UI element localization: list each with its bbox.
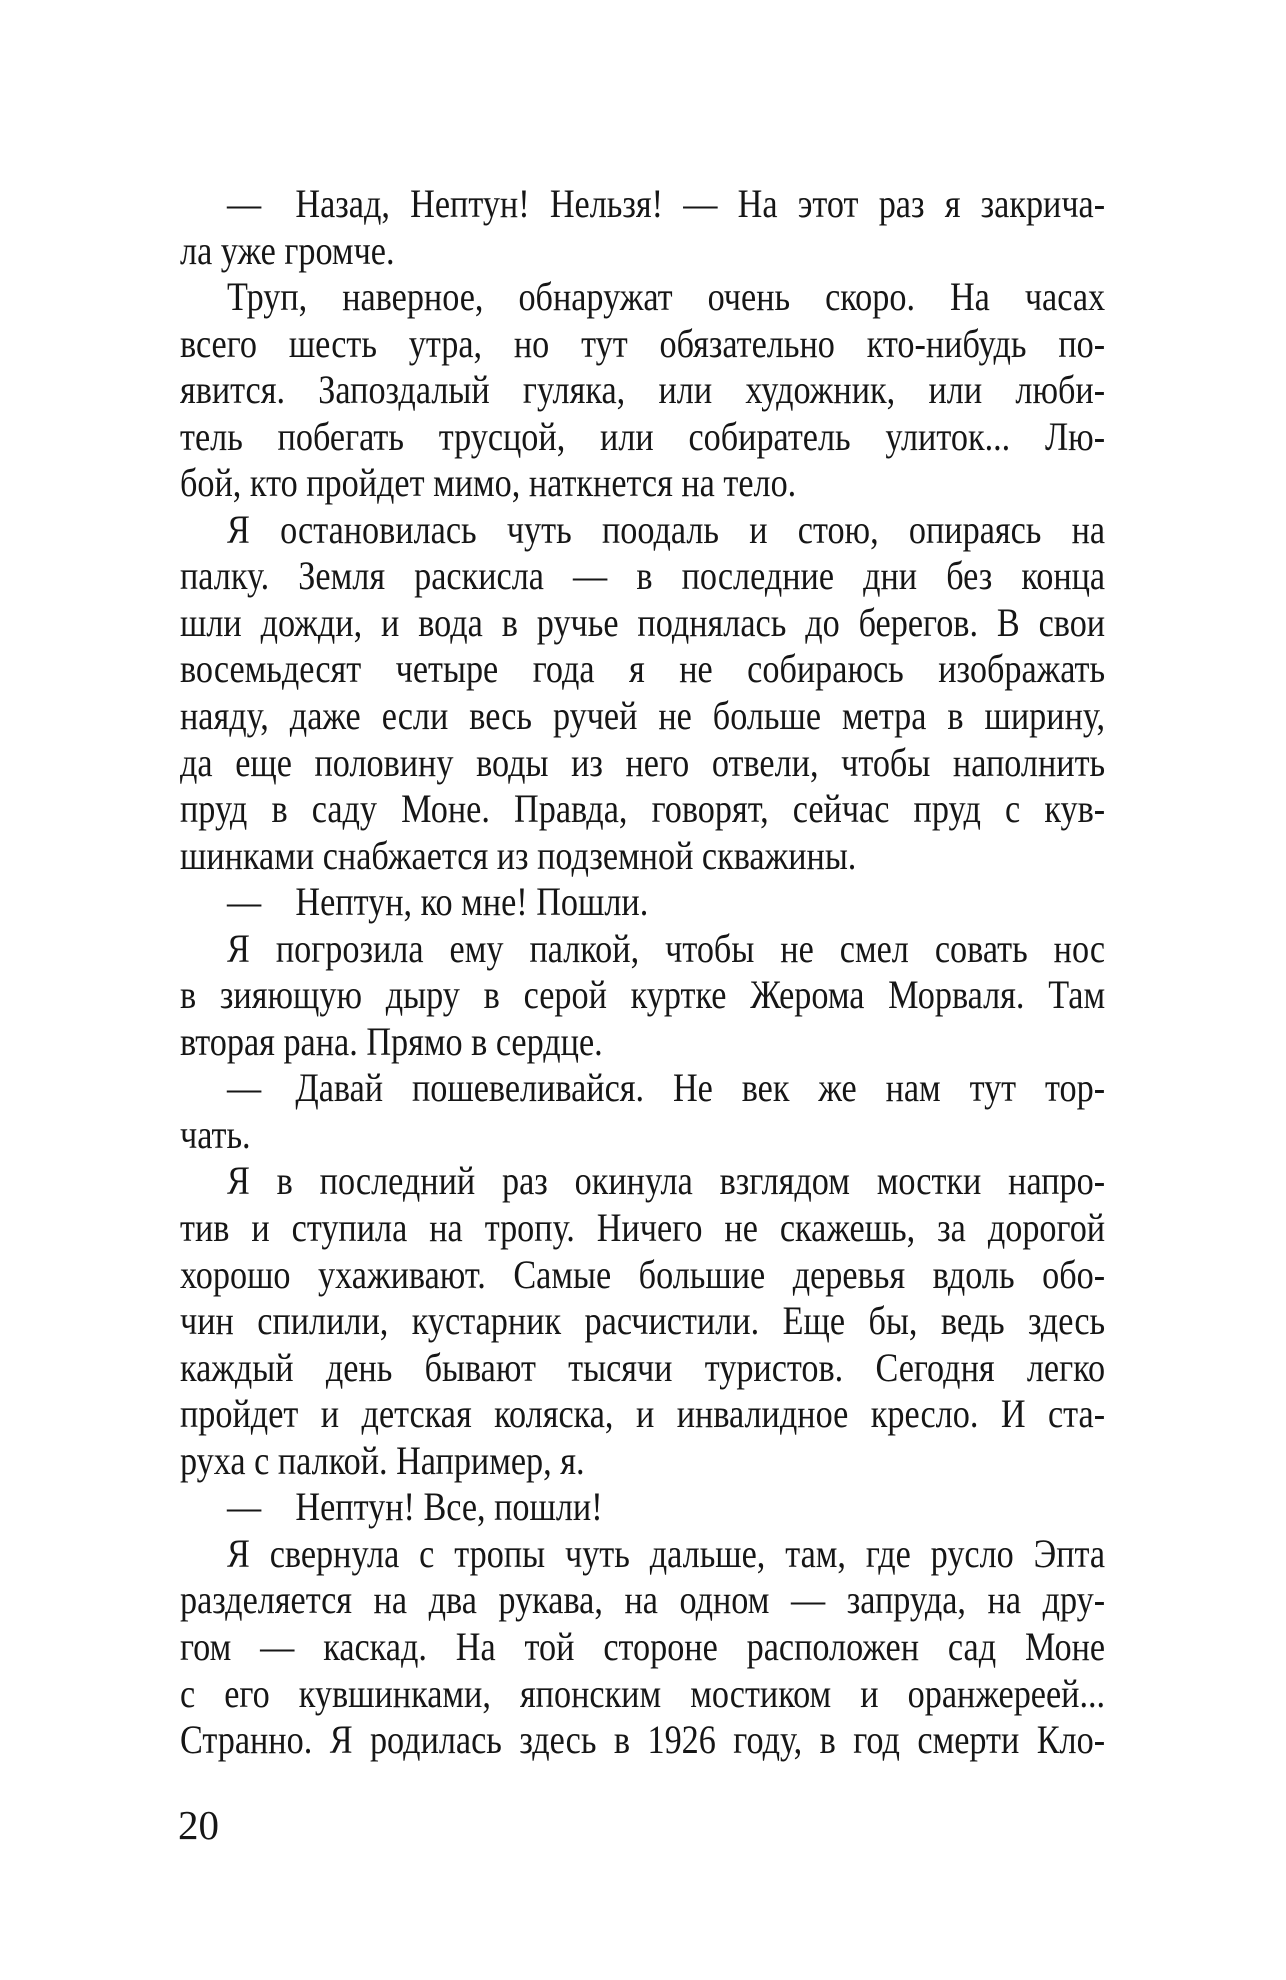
- text-line: пруд в саду Моне. Правда, говорят, сейчас пруд с кув-: [180, 786, 1106, 832]
- paragraph: [180, 926, 1105, 1066]
- text-line: разделяется на два рукава, на одном — запруда, на дру-: [180, 1577, 1106, 1623]
- text-line: Труп, наверное, обнаружат очень скоро. На часах: [227, 274, 1106, 320]
- paragraph: [180, 274, 1105, 507]
- text-line: в зияющую дыру в серой куртке Жерома Морваля. Там: [180, 972, 1106, 1018]
- paragraph: [180, 1158, 1105, 1484]
- text-line: шли дожди, и вода в ручье поднялась до берегов. В свои: [180, 599, 1106, 645]
- paragraph: [180, 1531, 1105, 1764]
- paragraph: [180, 507, 1105, 879]
- text-line: шинками снабжается из подземной скважины.: [180, 832, 857, 878]
- text-line: — Давай пошевеливайся. Не век же нам тут тор-: [227, 1065, 1106, 1111]
- text-line: явится. Запоздалый гуляка, или художник, или люби-: [180, 367, 1106, 413]
- text-line: пройдет и детская коляска, и инвалидное кресло. И ста-: [180, 1391, 1106, 1437]
- text-line: с его кувшинками, японским мостиком и оранжереей...: [180, 1670, 1106, 1716]
- text-line: вторая рана. Прямо в сердце.: [180, 1018, 603, 1064]
- text-line: Странно. Я родилась здесь в 1926 году, в год смерти Кло-: [180, 1717, 1106, 1763]
- text-line: бой, кто пройдет мимо, наткнется на тело.: [180, 460, 797, 506]
- text-line: чать.: [180, 1111, 251, 1157]
- paragraph: [180, 181, 1105, 274]
- text-line: да еще половину воды из него отвели, чтобы наполнить: [180, 739, 1106, 785]
- text-line: гом — каскад. На той стороне расположен сад Моне: [180, 1623, 1106, 1669]
- text-line: Я свернула с тропы чуть дальше, там, где русло Эпта: [227, 1530, 1106, 1576]
- text-line: — Назад, Нептун! Нельзя! — На этот раз я закрича-: [227, 181, 1106, 226]
- text-line: восемьдесят четыре года я не собираюсь изображать: [180, 646, 1106, 692]
- page-text: [180, 181, 1105, 1764]
- text-line: тель побегать трусцой, или собиратель улиток... Лю-: [180, 413, 1106, 459]
- text-line: Я погрозила ему палкой, чтобы не смел совать нос: [227, 925, 1106, 971]
- text-line: ла уже громче.: [180, 227, 395, 273]
- text-line: наяду, даже если весь ручей не больше метра в ширину,: [180, 693, 1106, 739]
- paragraph: [180, 879, 1105, 926]
- page-number: 20: [178, 1802, 219, 1848]
- text-line: всего шесть утра, но тут обязательно кто-нибудь по-: [180, 320, 1106, 366]
- text-line: чин спилили, кустарник расчистили. Еще бы, ведь здесь: [180, 1298, 1106, 1344]
- text-line: Я в последний раз окинула взглядом мостки напро-: [227, 1158, 1106, 1204]
- text-line: тив и ступила на тропу. Ничего не скажешь, за дорогой: [180, 1205, 1106, 1251]
- paragraph: [180, 1065, 1105, 1158]
- text-line: руха с палкой. Например, я.: [180, 1437, 585, 1483]
- text-line: — Нептун! Все, пошли!: [227, 1484, 603, 1530]
- text-line: хорошо ухаживают. Самые большие деревья вдоль обо-: [180, 1251, 1106, 1297]
- paragraph: [180, 1484, 1105, 1531]
- text-line: Я остановилась чуть поодаль и стою, опираясь на: [227, 506, 1106, 552]
- text-line: палку. Земля раскисла — в последние дни без конца: [180, 553, 1106, 599]
- text-line: — Нептун, ко мне! Пошли.: [227, 879, 649, 925]
- text-line: каждый день бывают тысячи туристов. Сегодня легко: [180, 1344, 1106, 1390]
